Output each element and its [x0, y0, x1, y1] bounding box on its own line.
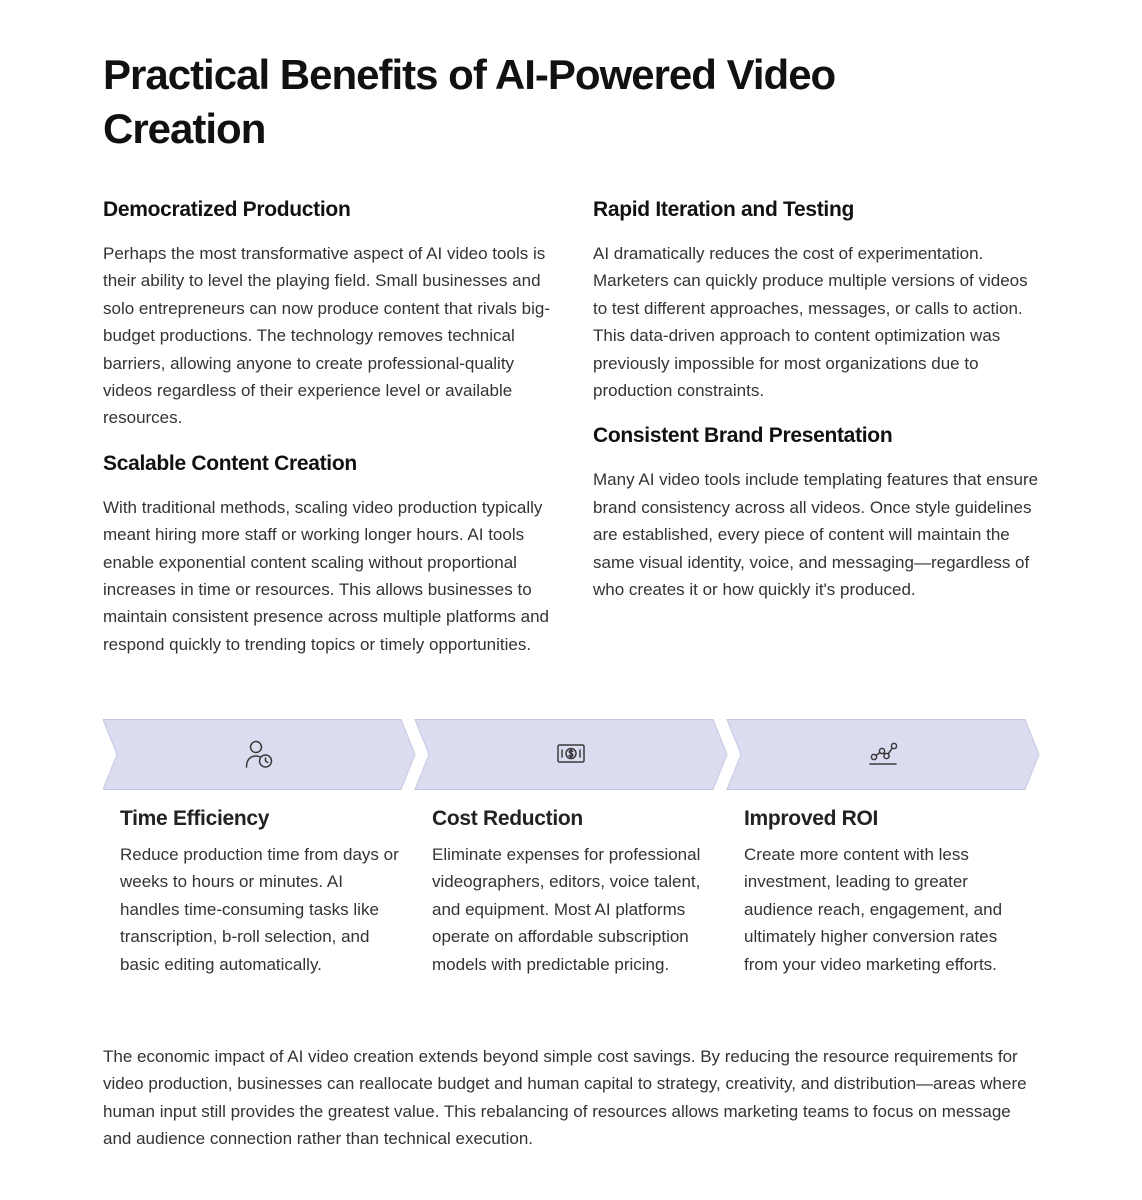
chevron-step-3	[727, 720, 1039, 790]
left-column	[103, 196, 553, 676]
benefit-body: Create more content with less investment, leading to greater audience reach, engagement, and ultimately higher conversion rates from your video marketing efforts.	[744, 845, 1003, 974]
right-column	[593, 196, 1043, 621]
benefit-time-efficiency	[120, 805, 400, 978]
page-title: Practical Benefits of AI-Powered Video Creation	[103, 51, 836, 152]
benefit-body: Eliminate expenses for professional videographers, editors, voice talent, and equipment. Most AI platforms operate on affordable subscription models with predictable pricing.	[432, 845, 701, 974]
rapid-body: AI dramatically reduces the cost of experimentation. Marketers can quickly produce multiple versions of videos to test different approaches, messages, or calls to action. This data-driven approach to content optimization was previously impossible for most organizations due to production constraints.	[593, 244, 1028, 401]
chevron-step-1	[103, 720, 415, 790]
benefit-chevrons	[103, 719, 1041, 790]
brand-heading: Consistent Brand Presentation	[593, 424, 893, 448]
democratized-body: Perhaps the most transformative aspect of AI video tools is their ability to level the playing field. Small businesses and solo entrepreneurs can now produce content that rivals big-budget productions. The technology removes technical barriers, allowing anyone to create professional-quality videos regardless of their experience level or available resources.	[103, 244, 550, 428]
closing-paragraph: The economic impact of AI video creation extends beyond simple cost savings. By reducing the resource requirements for video production, businesses can reallocate budget and human capital to strategy, creativity, and distribution—areas where human input still provides the greatest value. This rebalancing of resources allows marketing teams to focus on message and audience connection rather than technical execution.	[103, 1047, 1027, 1149]
benefit-title: Cost Reduction	[432, 807, 583, 830]
rapid-heading: Rapid Iteration and Testing	[593, 198, 855, 221]
benefit-title: Improved ROI	[744, 807, 879, 830]
democratized-heading: Democratized Production	[103, 198, 351, 221]
scalable-heading: Scalable Content Creation	[103, 451, 357, 475]
benefit-improved-roi	[744, 805, 1024, 978]
benefit-body: Reduce production time from days or weeks to hours or minutes. AI handles time-consuming tasks like transcription, b-roll selection, and basic editing automatically.	[120, 845, 399, 974]
brand-body: Many AI video tools include templating features that ensure brand consistency across all videos. Once style guidelines are established, every piece of content will maintain the same visual identity, voice, and messaging—regardless of who creates it or how quickly it's produced.	[593, 470, 1039, 600]
scalable-body: With traditional methods, scaling video production typically meant hiring more staff or working longer hours. AI tools enable exponential content scaling without proportional increases in time or resources. This allows businesses to maintain consistent presence across multiple platforms and respond quickly to trending topics or timely opportunities.	[103, 497, 549, 654]
benefit-cost-reduction	[432, 805, 712, 978]
benefit-title: Time Efficiency	[120, 807, 270, 830]
